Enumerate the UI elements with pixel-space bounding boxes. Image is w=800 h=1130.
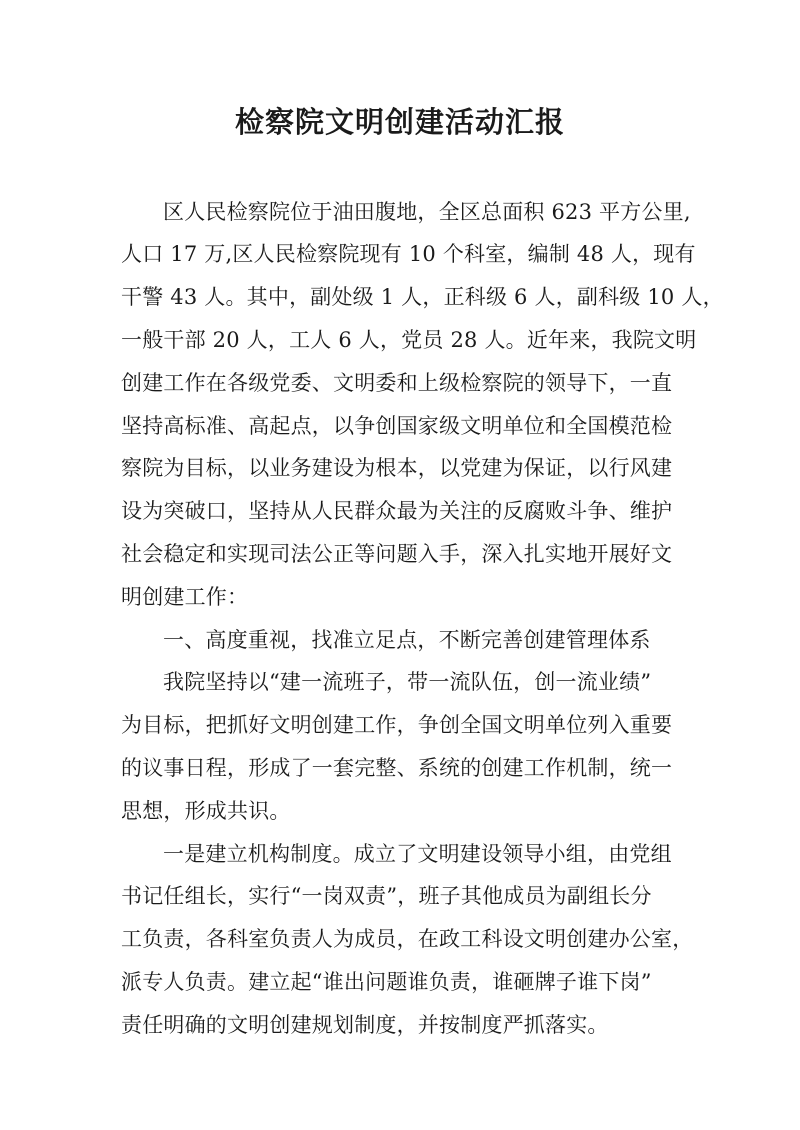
paragraph-line: 坚持高标准、高起点，以争创国家级文明单位和全国模范检 <box>121 414 673 438</box>
paragraph-line: 区人民检察院位于油田腹地，全区总面积 623 平方公里, <box>163 200 691 224</box>
paragraph-line: 社会稳定和实现司法公正等问题入手，深入扎实地开展好文 <box>121 542 673 566</box>
paragraph-line: 的议事日程，形成了一套完整、系统的创建工作机制，统一 <box>121 756 673 780</box>
paragraph-line: 责任明确的文明创建规划制度，并按制度严抓落实。 <box>121 1013 609 1037</box>
section-heading: 一、高度重视，找准立足点，不断完善创建管理体系 <box>163 628 651 652</box>
paragraph-line: 为目标，把抓好文明创建工作，争创全国文明单位列入重要 <box>121 713 673 737</box>
paragraph-line: 我院坚持以“建一流班子，带一流队伍，创一流业绩” <box>163 670 652 694</box>
document-title: 检察院文明创建活动汇报 <box>234 105 565 139</box>
paragraph-line: 书记任组长，实行“一岗双责”，班子其他成员为副组长分 <box>121 884 652 908</box>
paragraph-line: 干警 43 人。其中，副处级 1 人，正科级 6 人，副科级 10 人， <box>121 285 724 309</box>
paragraph-line: 派专人负责。建立起“谁出问题谁负责，谁砸牌子谁下岗” <box>121 970 652 994</box>
paragraph-line: 设为突破口，坚持从人民群众最为关注的反腐败斗争、维护 <box>121 499 673 523</box>
paragraph-line: 明创建工作： <box>121 585 249 609</box>
paragraph-line: 工负责，各科室负责人为成员，在政工科设文明创建办公室， <box>121 927 694 951</box>
paragraph-line: 察院为目标，以业务建设为根本，以党建为保证，以行风建 <box>121 456 673 480</box>
paragraph-line: 人口 17 万,区人民检察院现有 10 个科室，编制 48 人，现有 <box>121 242 696 266</box>
paragraph-line: 思想，形成共识。 <box>121 799 291 823</box>
paragraph-line: 创建工作在各级党委、文明委和上级检察院的领导下，一直 <box>121 371 673 395</box>
paragraph-line: 一般干部 20 人，工人 6 人，党员 28 人。近年来，我院文明 <box>121 328 697 352</box>
paragraph-line: 一是建立机构制度。成立了文明建设领导小组，由党组 <box>163 842 672 866</box>
